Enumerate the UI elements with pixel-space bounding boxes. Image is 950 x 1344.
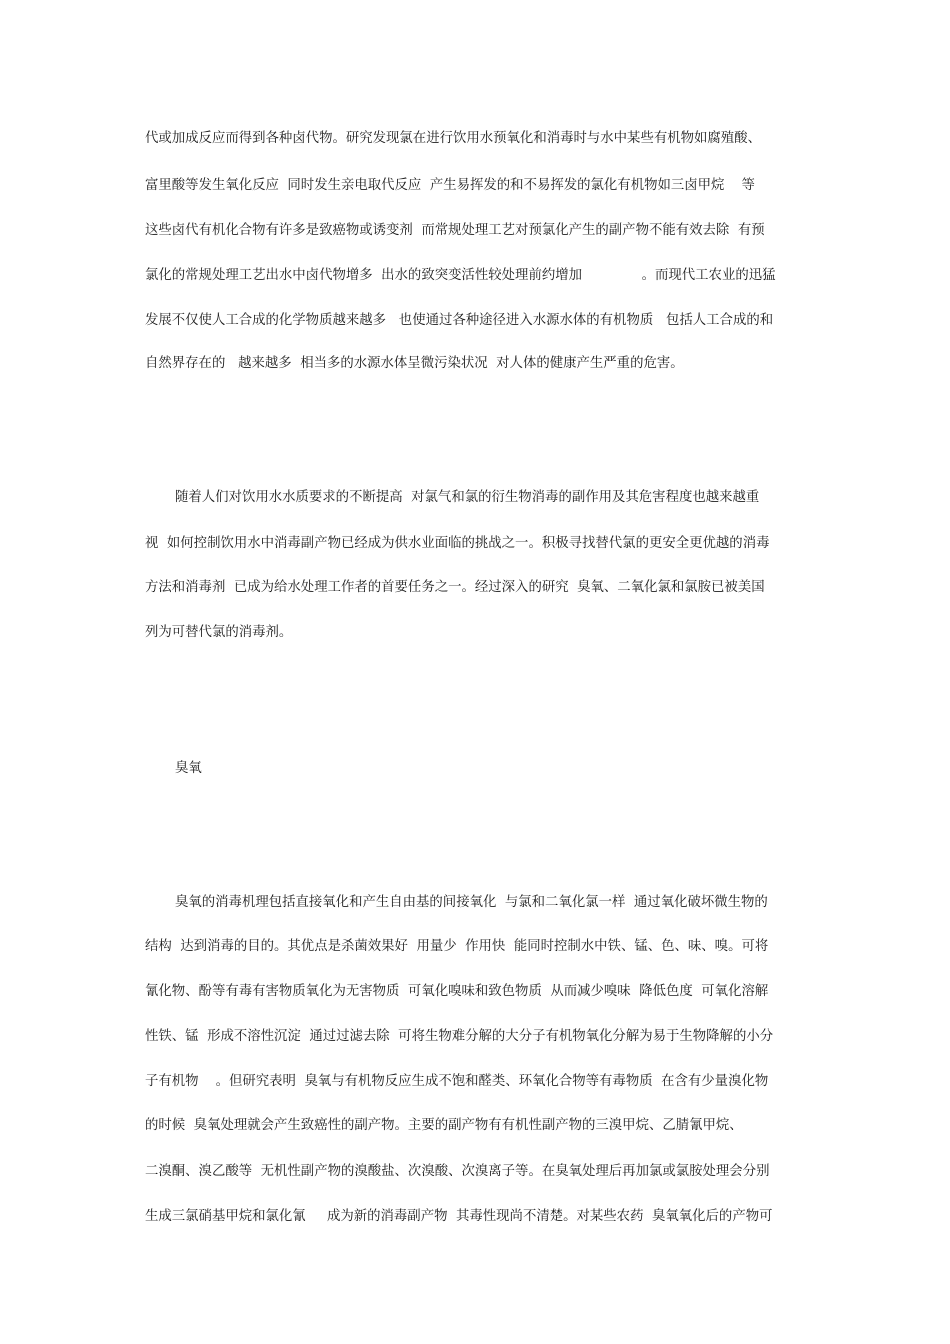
paragraph-1-line-2: 富里酸等发生氧化反应 同时发生亲电取代反应 产生易挥发的和不易挥发的氯化有机物如三卤甲烷 等: [145, 178, 755, 193]
paragraph-3-line-3: 氰化物、酚等有毒有害物质氧化为无害物质 可氧化嗅味和致色物质 从而减少嗅味 降低色度 可氧化溶解: [145, 984, 769, 999]
paragraph-3-line-4: 性铁、锰 形成不溶性沉淀 通过过滤去除 可将生物难分解的大分子有机物氧化分解为易于生物降解的小分: [145, 1029, 774, 1044]
section-heading: 臭氧: [175, 761, 202, 776]
paragraph-1-line-4: 氯化的常规处理工艺出水中卤代物增多 出水的致突变活性较处理前约增加 。而现代工农业的迅猛: [145, 268, 776, 283]
paragraph-2-line-3: 方法和消毒剂 已成为给水处理工作者的首要任务之一。经过深入的研究 臭氧、二氧化氯和氯胺已被美国: [145, 580, 765, 595]
paragraph-3-line-5: 子有机物 。但研究表明 臭氧与有机物反应生成不饱和醛类、环氧化合物等有毒物质 在含有少量溴化物: [145, 1074, 769, 1089]
paragraph-3-line-7: 二溴酮、溴乙酸等 无机性副产物的溴酸盐、次溴酸、次溴离子等。在臭氧处理后再加氯或氯胺处理会分别: [145, 1164, 770, 1179]
paragraph-1-line-6: 自然界存在的 越来越多 相当多的水源水体呈微污染状况 对人体的健康产生严重的危害。: [145, 356, 684, 371]
paragraph-3-line-8: 生成三氯硝基甲烷和氯化氰 成为新的消毒副产物 其毒性现尚不清楚。对某些农药 臭氧氧化后的产物可: [145, 1209, 773, 1224]
paragraph-1-line-1: 代或加成反应而得到各种卤代物。研究发现氯在进行饮用水预氧化和消毒时与水中某些有机物如腐殖酸、: [145, 131, 761, 146]
paragraph-3-line-6: 的时候 臭氧处理就会产生致癌性的副产物。主要的副产物有有机性副产物的三溴甲烷、乙腈氰甲烷、: [145, 1118, 743, 1133]
paragraph-1-line-3: 这些卤代有机化合物有许多是致癌物或诱变剂 而常规处理工艺对预氯化产生的副产物不能有效去除 有预: [145, 223, 765, 238]
paragraph-2-line-4: 列为可替代氯的消毒剂。: [145, 625, 293, 640]
paragraph-3-line-1: 臭氧的消毒机理包括直接氧化和产生自由基的间接氧化 与氯和二氧化氯一样 通过氧化破坏微生物的: [175, 895, 768, 910]
paragraph-2-line-2: 视 如何控制饮用水中消毒副产物已经成为供水业面临的挑战之一。积极寻找替代氯的更安全更优越的消毒: [145, 536, 770, 551]
paragraph-1-line-5: 发展不仅使人工合成的化学物质越来越多 也使通过各种途径进入水源水体的有机物质 包括人工合成的和: [145, 313, 774, 328]
paragraph-3-line-2: 结构 达到消毒的目的。其优点是杀菌效果好 用量少 作用快 能同时控制水中铁、锰、色、味、嗅。可将: [145, 939, 769, 954]
paragraph-2-line-1: 随着人们对饮用水水质要求的不断提高 对氯气和氯的衍生物消毒的副作用及其危害程度也越来越重: [175, 490, 760, 505]
